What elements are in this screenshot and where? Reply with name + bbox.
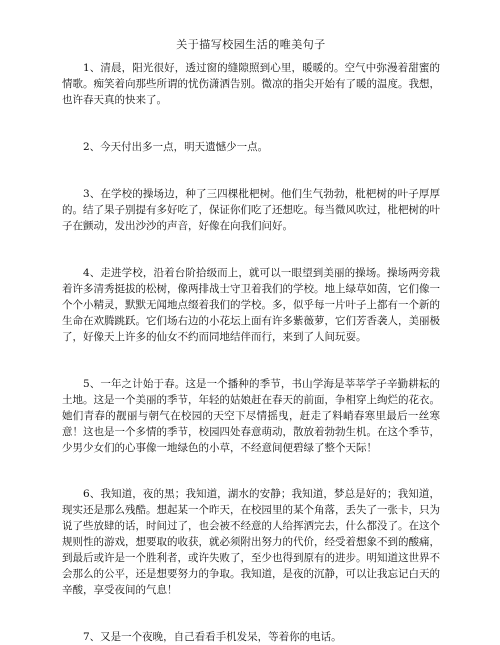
paragraph-6: 6、我知道，夜的黑；我知道，湖水的安静；我知道，梦总是好的；我知道，现实还是那么残酷。想起某一个昨天，在校园里的某个角落，丢失了一张卡，只为说了些放肆的话，时间过了，也会被不经意的人给挥洒完去，什么都没了。在这个规则性的游戏，想要取的收获，就必须附出努力的代价，经受着想象不到的酸痛，到最后或许是一个胜利者，或许失败了，至少也得到原有的进步。明知道这世界不会那么的公平，还是想要努力的争取。我知道，是夜的沉静，可以让我忘记白天的辛酸，享受夜间的气息！: [62, 488, 440, 596]
paragraph-2: 2、今天付出多一点，明天遗憾少一点。: [83, 141, 269, 153]
paragraph-spacer: [62, 598, 440, 629]
paragraph-spacer: [62, 108, 440, 139]
paragraph-4: 4、走进学校，沿着台阶拾级而上，就可以一眼望到美丽的操场。操场两旁栽着许多清秀挺拔的松树，像两排战士守卫着我们的学校。地上绿草如茵，它们像一个个小精灵，默默无闻地点缀着我们的学校。多，似乎每一片叶子上都有一个新的生命在欢腾跳跃。它们场右边的小花坛上面有许多紫薇萝，它们芳香袭人，美丽极了，好像天上许多的仙女不约而同地结伴而行，来到了人间玩耍。: [62, 267, 440, 343]
paragraph-spacer: [62, 234, 440, 265]
paragraph-spacer: [62, 345, 440, 376]
paragraph-3: 3、在学校的操场边，种了三四棵枇杷树。他们生气勃勃，枇杷树的叶子厚厚的。结了果子别提有多好吃了，保证你们吃了还想吃。每当微风吹过，枇杷树的叶子在颤动，发出沙沙的声音，好像在向我们问好。: [62, 188, 440, 232]
paragraph-spacer: [62, 155, 440, 186]
document-title: 关于描写校园生活的唯美句子: [176, 38, 326, 51]
paragraph-5: 5、一年之计始于春。这是一个播种的季节，书山学海是莘莘学子辛勤耕耘的土地。这是一个美丽的季节，年轻的姑娘赶在春天的前面，争相穿上绚烂的花衣。她们青春的靓丽与朝气在校园的天空下尽情摇曳，赶走了料峭春寒里最后一丝寒意！这也是一个多情的季节，校园四处春意萌动，散放着勃勃生机。在这个季节，少男少女们的心事像一地绿色的小草，不经意间便碧绿了整个天际！: [62, 378, 440, 454]
paragraph-7: 7、又是一个夜晚，自己看看手机发呆，等着你的电话。: [83, 631, 342, 643]
paragraph-spacer: [62, 456, 440, 486]
paragraph-1: 1、清晨，阳光很好，透过窗的缝隙照到心里，暖暖的。空气中弥漫着甜蜜的情歌。痴笑着向那些所谓的忧伤潇洒告别。微凉的指尖开始有了暖的温度。我想，也许春天真的快来了。: [62, 62, 440, 106]
